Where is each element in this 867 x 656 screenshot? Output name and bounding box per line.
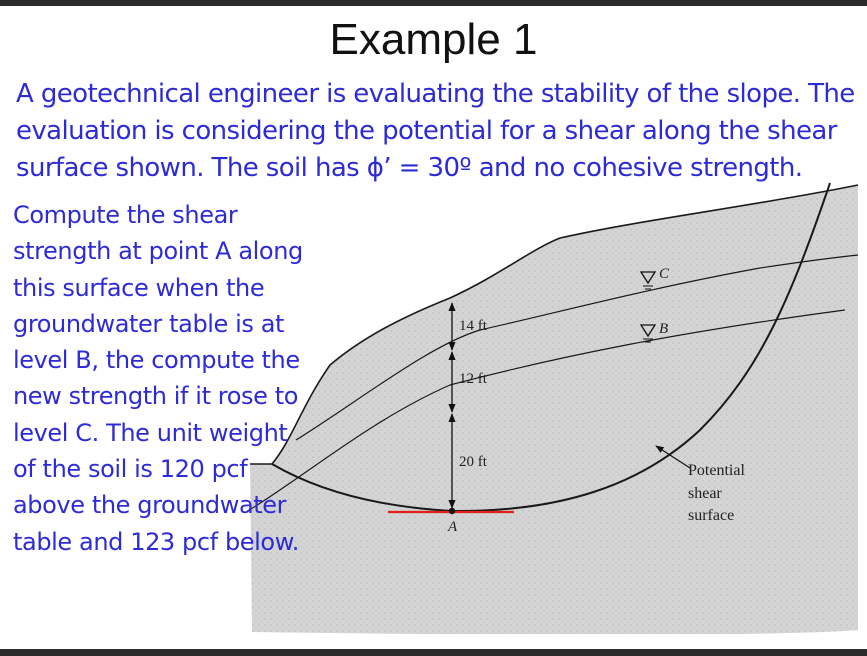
level-b-label: B — [659, 321, 669, 337]
point-a-marker — [449, 508, 455, 514]
bottom-border — [0, 649, 867, 656]
shear-surface-label-2: shear — [688, 485, 722, 502]
question-paragraph: Compute the shear strength at point A along this surface when the groundwater table is at level B, the compute the new strength if it rose to level C. The unit weight of the soil is 120 pcf above the groundwater table and 123 pcf below. — [13, 201, 303, 556]
point-a-label: A — [448, 519, 458, 535]
shear-surface-label-1: Potential — [688, 462, 745, 479]
slope-diagram — [246, 182, 867, 634]
dim-label-14: 14 ft — [459, 318, 487, 334]
dim-label-12: 12 ft — [459, 371, 487, 387]
slide-title: Example 1 — [329, 15, 538, 64]
level-c-label: C — [659, 266, 670, 282]
intro-paragraph: A geotechnical engineer is evaluating the stability of the slope. The evaluation is considering the potential for a shear along the shear surface shown. The soil has ϕ’ = 30º and no cohesive strength. — [16, 79, 855, 183]
shear-surface-label-3: surface — [688, 507, 735, 524]
dim-label-20: 20 ft — [459, 454, 487, 470]
soil-mass — [250, 185, 858, 634]
top-border — [0, 0, 867, 6]
